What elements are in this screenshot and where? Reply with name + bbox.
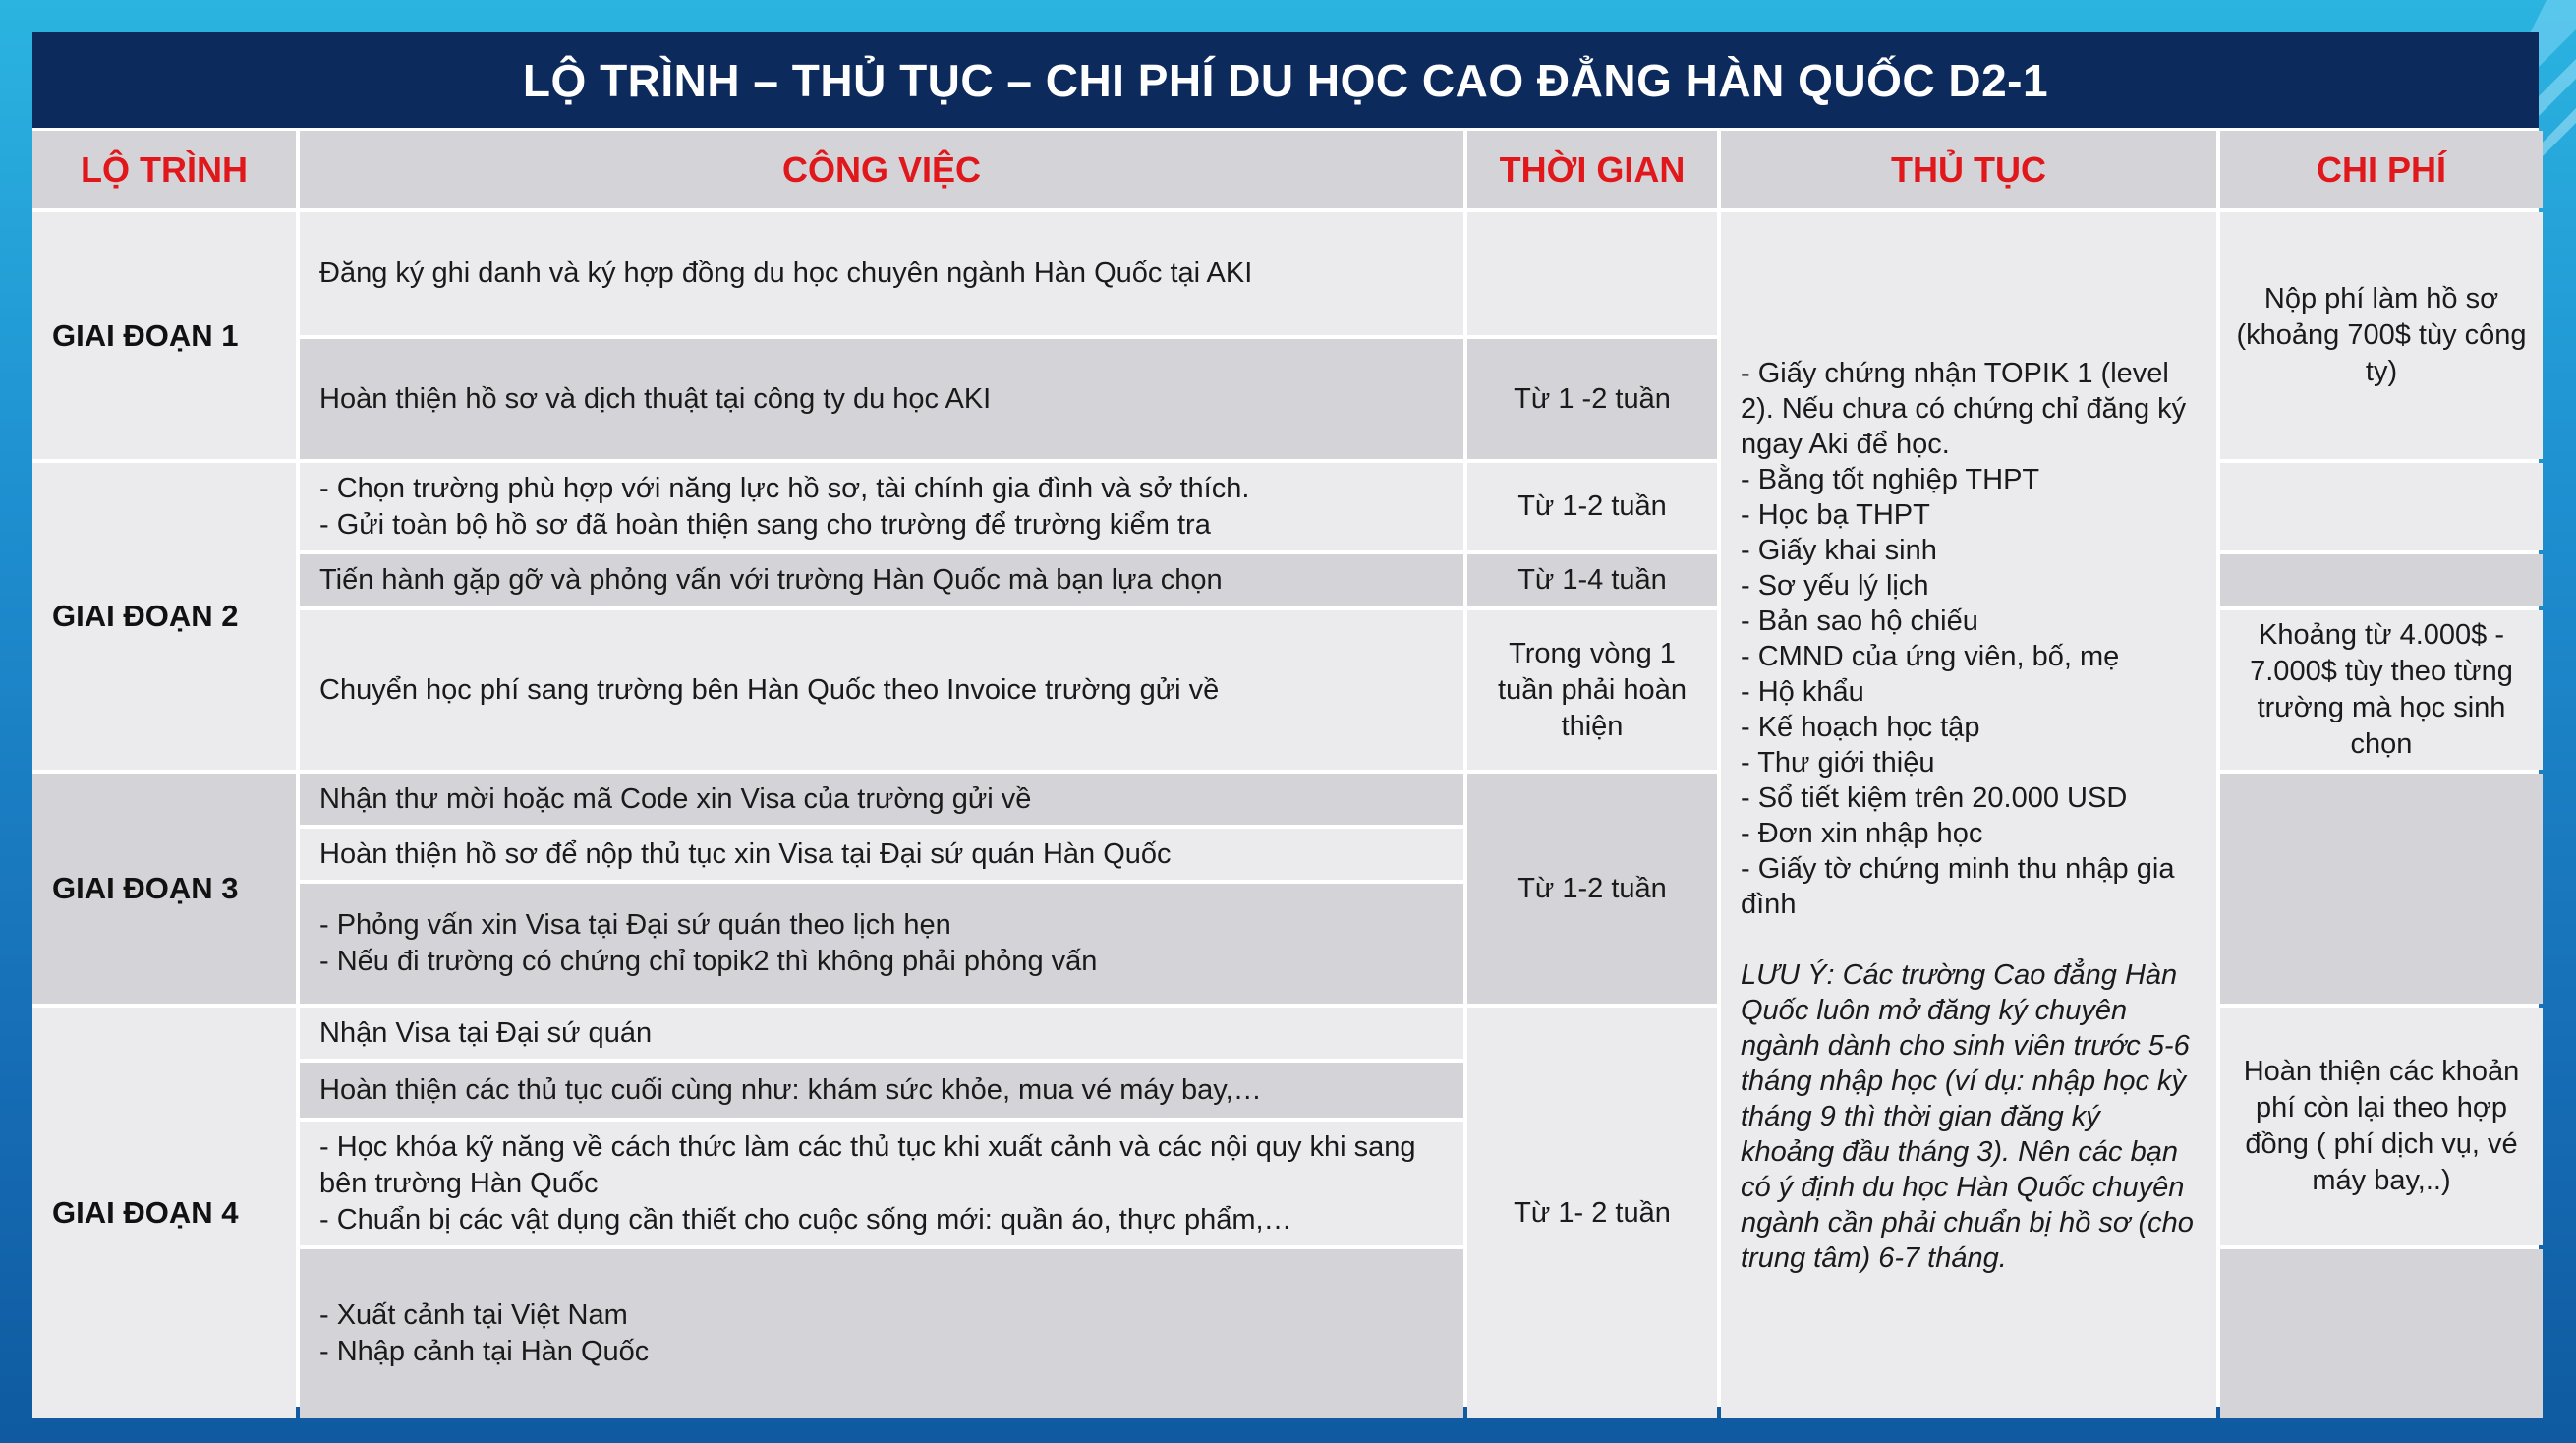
stage-4-label: GIAI ĐOẠN 4	[32, 1008, 296, 1418]
procedures-note: LƯU Ý: Các trường Cao đẳng Hàn Quốc luôn mở đăng ký chuyên ngành dành cho sinh viên trước 5-6 tháng nhập học (ví dụ: nhập học kỳ tháng 9 thì thời gian đăng ký khoảng đầu tháng 3). Nên các bạn có ý định du học Hàn Quốc chuyên ngành cần phải chuẩn bị hồ sơ (cho trung tâm) 6-7 tháng.	[1741, 958, 2194, 1274]
task-cell	[300, 1122, 1463, 1245]
time-cell: Từ 1 -2 tuần	[1467, 339, 1717, 459]
procedures-list: - Giấy chứng nhận TOPIK 1 (level 2). Nếu chưa có chứng chỉ đăng ký ngay Aki để học. - Bằng tốt nghiệp THPT - Học bạ THPT - Giấy khai sinh - Sơ yếu lý lịch - Bản sao hộ chiếu - CMND của ứng viên, bố, mẹ - Hộ khẩu - Kế hoạch học tập - Thư giới thiệu - Sổ tiết kiệm trên 20.000 USD - Đơn xin nhập học - Giấy tờ chứng minh thu nhập gia đình	[1741, 357, 2187, 920]
task-text: Hoàn thiện hồ sơ để nộp thủ tục xin Visa tại Đại sứ quán Hàn Quốc	[319, 837, 1172, 870]
task-text: Hoàn thiện hồ sơ và dịch thuật tại công ty du học AKI	[319, 382, 992, 415]
task-cell	[300, 463, 1463, 550]
slide	[32, 32, 2539, 1407]
header-cong-viec: CÔNG VIỆC	[300, 131, 1463, 208]
header-lo-trinh: LỘ TRÌNH	[32, 131, 296, 208]
time-cell: Trong vòng 1 tuần phải hoàn thiện	[1467, 610, 1717, 770]
task-text: - Học khóa kỹ năng về cách thức làm các thủ tục khi xuất cảnh và các nội quy khi sang bên trường Hàn Quốc - Chuẩn bị các vật dụng cần thiết cho cuộc sống mới: quần áo, thực phẩm,…	[319, 1130, 1416, 1236]
time-cell: Từ 1-2 tuần	[1467, 774, 1717, 1004]
task-text: Hoàn thiện các thủ tục cuối cùng như: khám sức khỏe, mua vé máy bay,…	[319, 1073, 1262, 1106]
task-text: - Xuất cảnh tại Việt Nam - Nhập cảnh tại Hàn Quốc	[319, 1299, 650, 1367]
time-cell: Từ 1-4 tuần	[1467, 554, 1717, 606]
time-cell: Từ 1- 2 tuần	[1467, 1008, 1717, 1418]
stage-1-label: GIAI ĐOẠN 1	[32, 212, 296, 459]
task-cell	[300, 829, 1463, 880]
roadmap-table	[32, 131, 2539, 1407]
procedures-cell	[1721, 212, 2216, 1418]
task-cell	[300, 884, 1463, 1004]
task-text: Nhận Visa tại Đại sứ quán	[319, 1016, 653, 1049]
cost-cell: Khoảng từ 4.000$ - 7.000$ tùy theo từng trường mà học sinh chọn	[2220, 610, 2543, 770]
header-chi-phi: CHI PHÍ	[2220, 131, 2543, 208]
task-cell	[300, 554, 1463, 606]
stage-3-label: GIAI ĐOẠN 3	[32, 774, 296, 1004]
task-cell	[300, 1249, 1463, 1418]
cost-cell: Nộp phí làm hồ sơ (khoảng 700$ tùy công ty)	[2220, 212, 2543, 459]
stage-2-label: GIAI ĐOẠN 2	[32, 463, 296, 770]
time-empty	[1467, 212, 1717, 335]
task-cell	[300, 1063, 1463, 1118]
task-cell	[300, 339, 1463, 459]
task-cell	[300, 212, 1463, 335]
task-text: - Chọn trường phù hợp với năng lực hồ sơ, tài chính gia đình và sở thích. - Gửi toàn bộ hồ sơ đã hoàn thiện sang cho trường để trường kiểm tra	[319, 472, 1250, 541]
time-cell: Từ 1-2 tuần	[1467, 463, 1717, 550]
task-text: Nhận thư mời hoặc mã Code xin Visa của trường gửi về	[319, 782, 1032, 815]
task-text: Đăng ký ghi danh và ký hợp đồng du học chuyên ngành Hàn Quốc tại AKI	[319, 258, 1253, 289]
task-text: Chuyển học phí sang trường bên Hàn Quốc theo Invoice trường gửi về	[319, 673, 1220, 706]
header-thu-tuc: THỦ TỤC	[1721, 131, 2216, 208]
cost-empty	[2220, 463, 2543, 550]
task-cell	[300, 610, 1463, 770]
cost-cell: Hoàn thiện các khoản phí còn lại theo hợp đồng ( phí dịch vụ, vé máy bay,..)	[2220, 1008, 2543, 1245]
page-title: LỘ TRÌNH – THỦ TỤC – CHI PHÍ DU HỌC CAO ĐẲNG HÀN QUỐC D2-1	[32, 32, 2539, 128]
cost-empty	[2220, 1249, 2543, 1418]
cost-empty	[2220, 554, 2543, 606]
cost-empty	[2220, 774, 2543, 1004]
header-thoi-gian: THỜI GIAN	[1467, 131, 1717, 208]
task-cell	[300, 1008, 1463, 1059]
task-cell	[300, 774, 1463, 825]
task-text: - Phỏng vấn xin Visa tại Đại sứ quán theo lịch hẹn - Nếu đi trường có chứng chỉ topik2 thì không phải phỏng vấn	[319, 909, 1098, 977]
task-text: Tiến hành gặp gỡ và phỏng vấn với trường Hàn Quốc mà bạn lựa chọn	[319, 564, 1223, 596]
